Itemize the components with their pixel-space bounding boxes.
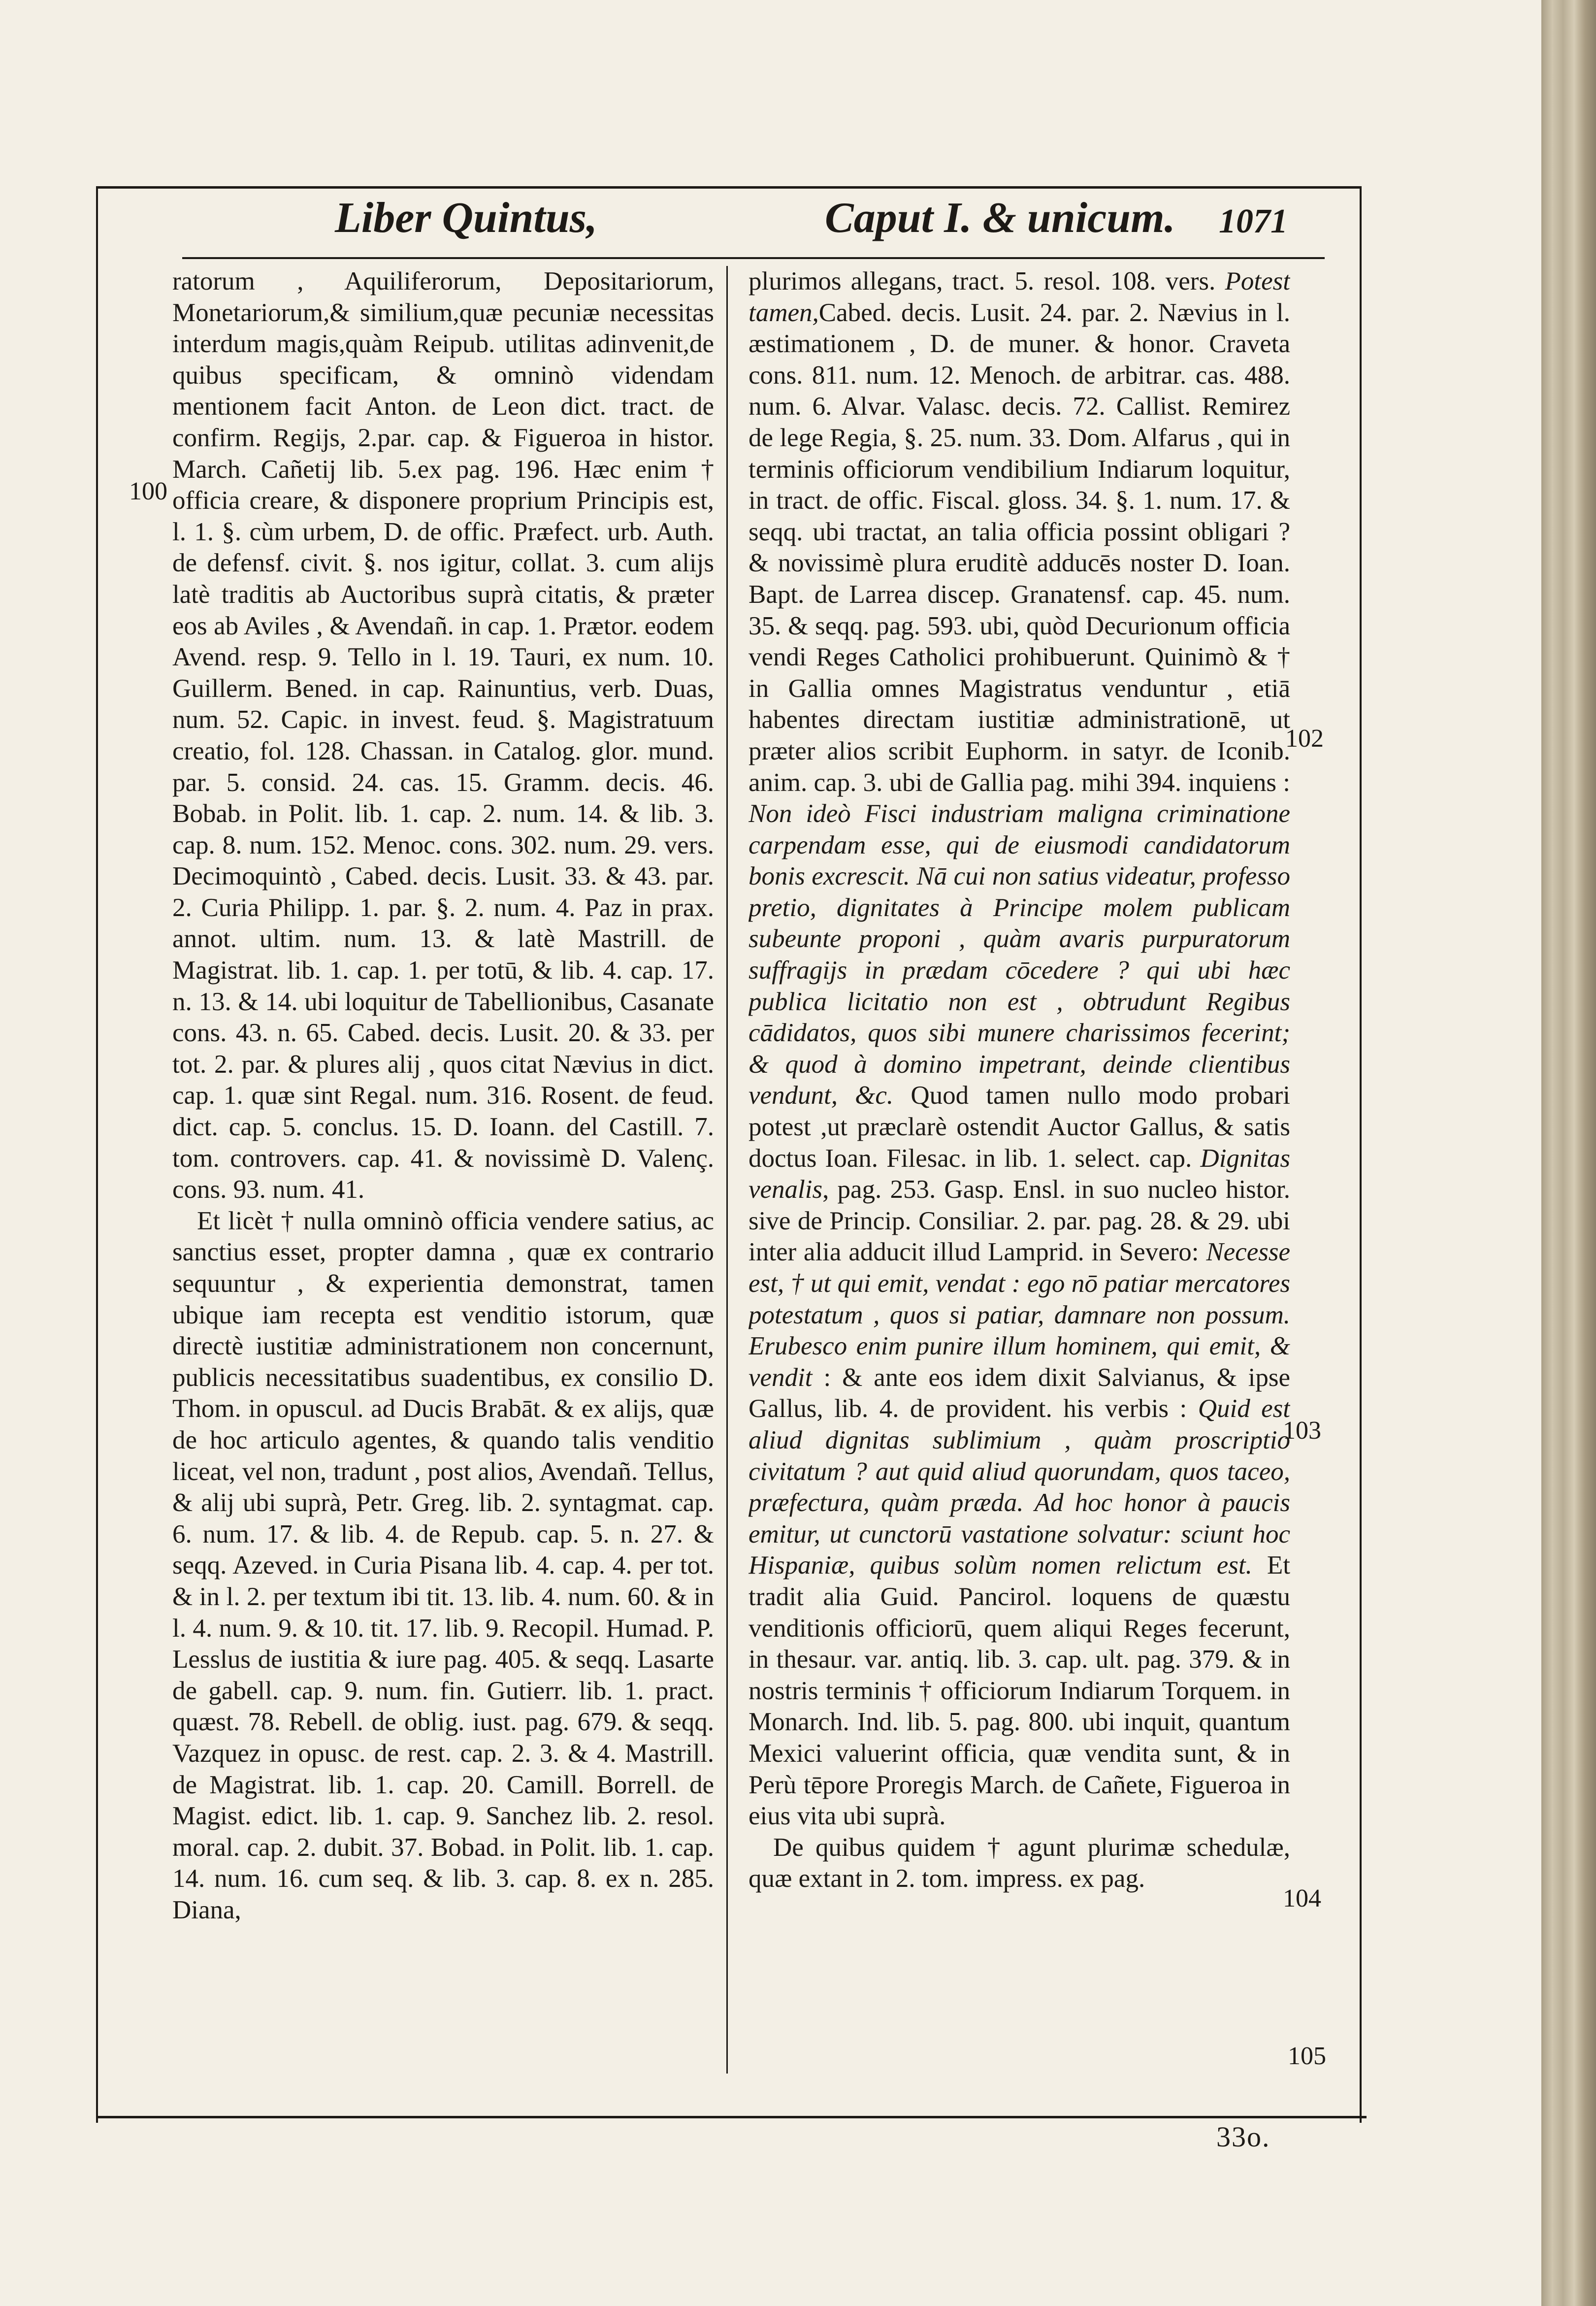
right-paragraph-1 — [749, 266, 1290, 1832]
column-divider — [726, 266, 728, 2074]
right-text-5: Et tradit alia Guid. Pancirol. loquens de quæstu venditionis officiorū, quem aliqui Reges fecerunt, in thesaur. var. antiq. lib. 3. cap. ult. pag. 379. & in nostris terminis † officiorum Indiarum Torquem. in Monarch. Ind. lib. 5. pag. 800. ubi inquit, quantum Mexici valuerint officia, quæ vendita sunt, & in Perù tēpore Proregis March. de Cañete, Figueroa in eius vita ubi suprà. — [749, 1551, 1290, 1831]
right-quote-2: Necesse est, † ut qui emit, vendat : ego nō patiar mercatores potestatum , quos si patiar, damnare non possum. Erubesco enim punire illum hominem, qui emit, & vendit — [749, 1238, 1290, 1392]
right-text-3: , pag. 253. Gasp. Ensl. in suo nucleo histor. sive de Princip. Consiliar. 2. par. pag. 28. & 29. ubi inter alia adducit illud Lamprid. in Severo: — [749, 1175, 1290, 1267]
right-title-dignitas: Dignitas venalis — [749, 1144, 1290, 1204]
right-paragraph-2: De quibus quidem † agunt plurimæ schedulæ, quæ extant in 2. tom. impress. ex pag. — [749, 1833, 1290, 1893]
left-column — [172, 266, 714, 2078]
folio-number: 1071 — [1219, 202, 1288, 240]
right-text-1b: Potest tamen, — [749, 267, 1290, 327]
signature-mark: 33o. — [1216, 2121, 1270, 2153]
page-edge-stack — [1541, 0, 1596, 2306]
left-paragraph-2: Et licèt † nulla omninò officia vendere satius, ac sanctius esset, propter damna , quæ ex contrario sequuntur , & experientia demonstrat, tamen ubique iam recepta est venditio istorum, quæ directè iustitiæ administrationem non concernunt, publicis necessitatibus suadentibus, ex consilio D. Thom. in opuscul. ad Ducis Brabāt. & ex alijs, quæ de hoc articulo agentes, & quando talis venditio liceat, vel non, tradunt , post alios, Avendañ. Tellus, & alij ubi suprà, Petr. Greg. lib. 2. syntagmat. cap. 6. num. 17. & lib. 4. de Repub. cap. 5. n. 27. & seqq. Azeved. in Curia Pisana lib. 4. cap. 4. per tot. & in l. 2. per textum ibi tit. 13. lib. 4. num. 60. & in l. 4. num. 9. & 10. tit. 17. lib. 9. Recopil. Humad. P. Lesslus de iustitia & iure pag. 405. & seqq. Lasarte de gabell. cap. 9. num. fin. Gutierr. lib. 1. pract. quæst. 78. Rebell. de oblig. iust. pag. 679. & seqq. Vazquez in opusc. de rest. cap. 2. 3. & 4. Mastrill. de Magistrat. lib. 1. cap. 20. Camill. Borrell. de Magist. edict. lib. 1. cap. 9. Sanchez lib. 2. resol. moral. cap. 2. dubit. 37. Bobad. in Polit. lib. 1. cap. 14. num. 16. cum seq. & lib. 3. cap. 8. ex n. 285. Diana, — [172, 1206, 714, 1924]
margin-number-103: 103 — [1283, 1417, 1321, 1445]
right-quote-1: Non ideò Fisci industriam maligna criminatione carpendam esse, qui de eiusmodi candidatorum bonis excrescit. Nā cui non satius videatur, professo pretio, dignitates à Principe molem publicam subeunte proponi , quàm avaris purpuratorum suffragijs in prædam cōcedere ? qui ubi hæc publica licitatio non est , obtrudunt Regibus cādidatos, quos sibi munere charissimos fecerint; & quod à domino impetrant, deinde clientibus vendunt, &c. — [749, 799, 1290, 1110]
right-quote-3: Quid est aliud dignitas sublimium , quàm proscriptio civitatum ? aut quid aliud quorundam, quos taceo, præfectura, quàm præda. Ad hoc honor à paucis emitur, ut cunctorū vastatione solvatur: sciunt hoc Hispaniæ, quibus solùm nomen relictum est. — [749, 1394, 1290, 1580]
right-column — [749, 266, 1290, 2078]
right-text-4: : & ante eos idem dixit Salvianus, & ipse Gallus, lib. 4. de provident. his verbis : — [749, 1363, 1290, 1423]
running-head-left: Liber Quintus, — [335, 194, 598, 242]
right-text-2: Quod tamen nullo modo probari potest ,ut præclarè ostendit Auctor Gallus, & satis doctus Ioan. Filesac. in lib. 1. select. cap. — [749, 1081, 1290, 1173]
right-text-1a: plurimos allegans, tract. 5. resol. 108. vers. — [749, 267, 1216, 296]
margin-number-100: 100 — [129, 477, 167, 505]
left-paragraph-1: ratorum , Aquiliferorum, Depositariorum, Monetariorum,& similium,quæ pecuniæ necessitas interdum magis,quàm Reipub. utilitas adinvenit,de quibus specificam, & omninò videndam mentionem facit Anton. de Leon dict. tract. de confirm. Regijs, 2.par. cap. & Figueroa in histor. March. Cañetij lib. 5.ex pag. 196. Hæc enim † officia creare, & disponere proprium Principis est, l. 1. §. cùm urbem, D. de offic. Præfect. urb. Auth. de defensf. civit. §. nos igitur, collat. 3. cum alijs latè traditis ab Auctoribus suprà citatis, & præter eos ab Aviles , & Avendañ. in cap. 1. Prætor. eodem Avend. resp. 9. Tello in l. 19. Tauri, ex num. 10. Guillerm. Bened. in cap. Rainuntius, verb. Duas, num. 52. Capic. in invest. feud. §. Magistratuum creatio, fol. 128. Chassan. in Catalog. glor. mund. par. 5. consid. 24. cas. 15. Gramm. decis. 46. Bobab. in Polit. lib. 1. cap. 2. num. 14. & lib. 3. cap. 8. num. 152. Menoc. cons. 302. num. 29. vers. Decimoquintò , Cabed. decis. Lusit. 33. & 43. par. 2. Curia Philipp. 1. par. §. 2. num. 4. Paz in prax. annot. ultim. num. 13. & latè Mastrill. de Magistrat. lib. 1. cap. 1. per totū, & lib. 4. cap. 17. n. 13. & 14. ubi loquitur de Tabellionibus, Casanate cons. 43. n. 65. Cabed. decis. Lusit. 20. & 33. per tot. 2. par. & plures alij , quos citat Nævius in dict. cap. 1. quæ sint Regal. num. 316. Rosent. de feud. dict. cap. 5. conclus. 15. D. Ioann. del Castill. 7. tom. controvers. cap. 41. & novissimè D. Valenç. cons. 93. num. 41. — [172, 267, 714, 1204]
margin-number-102: 102 — [1285, 725, 1324, 753]
bottom-rule — [96, 2116, 1367, 2118]
head-rule — [182, 257, 1325, 259]
right-text-1c: Cabed. decis. Lusit. 24. par. 2. Nævius in l. æstimationem , D. de muner. & honor. Craveta cons. 811. num. 12. Menoch. de arbitrar. cas. 488. num. 6. Alvar. Valasc. decis. 72. Callist. Remirez de lege Regia, §. 25. num. 33. Dom. Alfarus , qui in terminis officiorum vendibilium Indiarum loquitur, in tract. de offic. Fiscal. gloss. 34. §. 1. num. 17. & seqq. ubi tractat, an talia officia possint obligari ? & novissimè plura eruditè adducēs noster D. Ioan. Bapt. de Larrea discep. Granatensf. cap. 45. num. 35. & seqq. pag. 593. ubi, quòd Decurionum officia vendi Reges Catholici prohibuerunt. Quinimò & † in Gallia omnes Magistratus venduntur , etiā habentes directam iustitiæ administrationē, ut præter alios scribit Euphorm. in satyr. de Iconib. anim. cap. 3. ubi de Gallia pag. mihi 394. inquiens : — [749, 298, 1290, 797]
running-head-right: Caput I. & unicum. — [825, 194, 1175, 242]
margin-number-104: 104 — [1283, 1884, 1321, 1912]
margin-number-105: 105 — [1288, 2042, 1326, 2070]
